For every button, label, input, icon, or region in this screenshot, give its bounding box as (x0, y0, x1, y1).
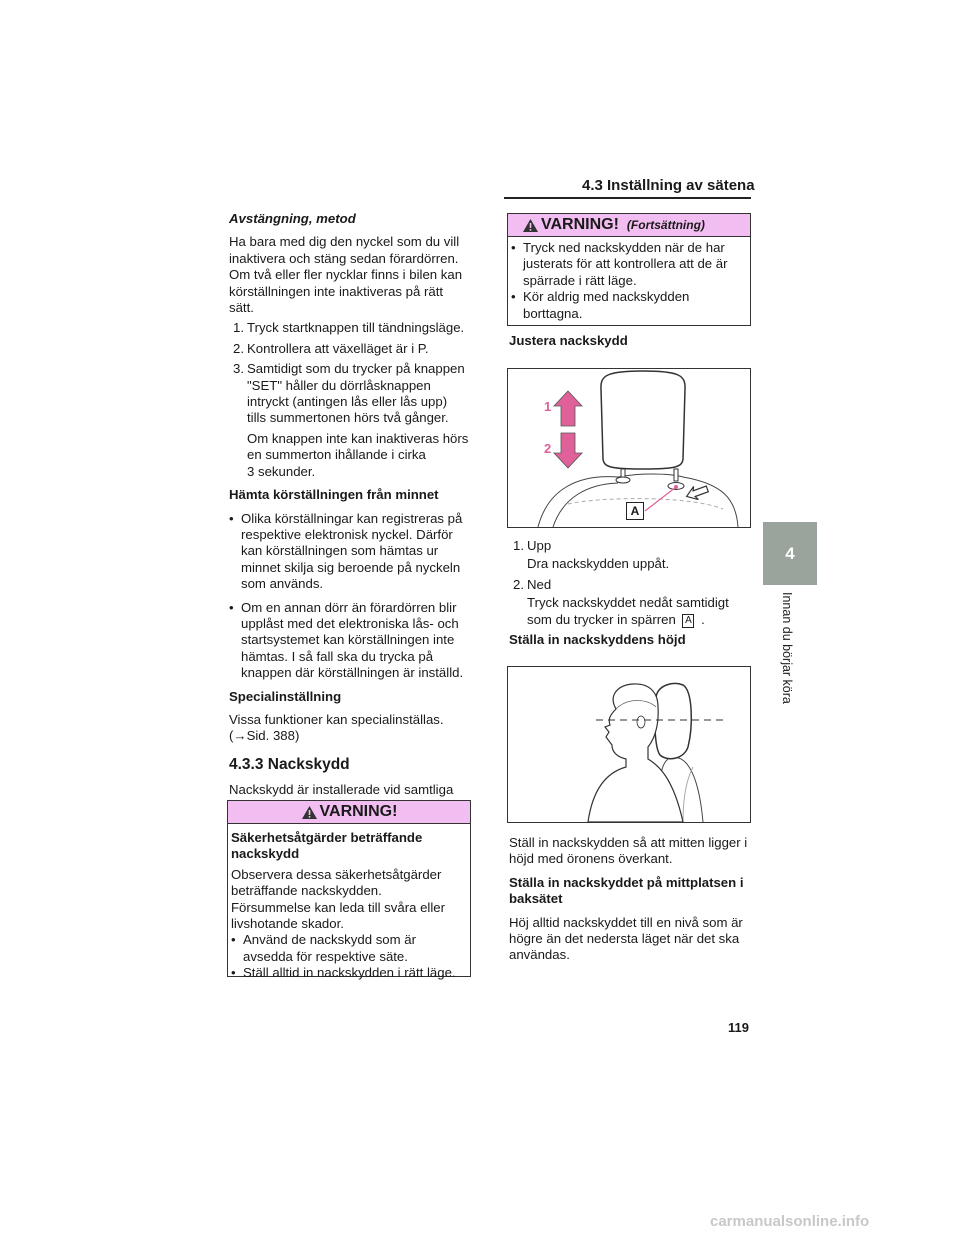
right-column-top (509, 333, 751, 349)
heading-height-block (509, 632, 751, 648)
warning-continued-label: (Fortsättning) (626, 218, 705, 232)
warning-body: Observera dessa säkerhetsåtgärder (231, 866, 442, 882)
figure-headrest-adjust (507, 368, 751, 528)
warning-box-continued (507, 213, 751, 326)
adjust-item-up: 1. Upp (513, 538, 552, 553)
header-rule (504, 197, 751, 199)
page-number: 119 (728, 1020, 749, 1035)
para-nackskydd: Nackskydd är installerade vid samtliga (229, 781, 454, 797)
headrest-height-illustration (508, 667, 750, 822)
heading-special: Specialinställning (229, 688, 342, 704)
heading-deactivation: Avstängning, metod (229, 211, 356, 226)
warning-box-headrest: VARNING! Säkerhetsåtgärder beträffande nackskydd Observera dessa säkerhetsåtgärder beträffande nackskydden. Försummelse kan leda till svåra eller livshotande skador. • Använd de nackskydd som är avsedda för respektive säte. • Ställ alltid in nackskydden i rätt läge. (227, 800, 471, 977)
heading-adjust-headrest: Justera nackskydd (509, 333, 628, 348)
watermark: carmanualsonline.info (710, 1213, 870, 1230)
section-heading-nackskydd: 4.3.3 Nackskydd (229, 755, 350, 773)
adjust-items: 1. Upp Dra nackskydden uppåt. 2. Ned Tryck nackskyddet nedåt samtidigt som du trycker in spärren A . (513, 538, 749, 628)
warning-title: VARNING! (319, 803, 398, 820)
heading-memory: Hämta körställningen från minnet (229, 487, 439, 503)
section-header-title: 4.3 Inställning av sätena (582, 177, 755, 194)
adjust-item-down-desc: Tryck nackskyddet nedåt samtidigt (527, 595, 729, 611)
figure-label-down: 2 (544, 441, 552, 456)
adjust-item-down: 2. Ned (513, 576, 552, 592)
memory-bullet-1: • Olika körställningar kan registreras på respektive elektronisk nyckel. Därför kan körställningen som hämtas ur minnet skilja sig beroende på nyckeln som används. (229, 510, 463, 592)
step-3: 3. Samtidigt som du trycker på knappen "SET" håller du dörrlåsknappen intryckt (antingen lås eller lås upp) tills summertonen hörs två gånger. Om knappen inte kan inaktiveras hörs en summerton ihållande i cirka 3 sekunder. (233, 361, 474, 480)
heading-headrest-height: Ställa in nackskyddens höjd (509, 632, 686, 647)
para-headrest-height: Ställ in nackskydden så att mitten ligger i (509, 835, 748, 850)
heading-middle-seat: Ställa in nackskyddet på mittplatsen i (509, 874, 744, 890)
page-reference-link[interactable]: (→Sid. 388) (229, 728, 300, 744)
para-middle-seat: Höj alltid nackskyddet till en nivå som är (509, 914, 743, 930)
warning-bullet-2: • Ställ alltid in nackskydden i rätt läge. (231, 965, 456, 981)
adjust-item-up-desc: Dra nackskydden uppåt. (527, 556, 670, 572)
figure-label-up: 1 (544, 399, 552, 414)
chapter-tab[interactable] (763, 522, 817, 585)
figure-headrest-height (507, 666, 751, 823)
memory-bullet-2: • Om en annan dörr än förardörren blir upplåst med det elektroniska lås- och startsystemet kan körställningen inte hämtas. I så fall ska du trycka på knappen där körställningen är inställd. (229, 599, 464, 681)
para-special: Vissa funktioner kan specialinställas. (229, 711, 444, 727)
figure-label-lock: A (626, 502, 644, 520)
warning-cont-bullet-2: • Kör aldrig med nackskydden borttagna. (511, 289, 690, 321)
step-3-note: Om knappen inte kan inaktiveras hörs (247, 430, 469, 446)
chapter-number: 4 (785, 543, 795, 563)
chapter-title-vertical: Innan du börjar köra (780, 592, 794, 704)
step-1: 1. Tryck startknappen till tändningsläge. (233, 320, 465, 336)
warning-header-continued (508, 214, 750, 237)
lock-reference-a: A (682, 614, 694, 628)
warning-subheading: Säkerhetsåtgärder beträffande (231, 830, 423, 845)
warning-triangle-icon (522, 218, 539, 233)
para-deactivation: Ha bara med dig den nyckel som du vill inaktivera och stäng sedan förardörren. Om två eller fler nycklar finns i bilen kan körställningen inte inaktiveras på rätt sätt. (229, 234, 463, 316)
right-column-bottom: Ställ in nackskydden så att mitten ligger i höjd med öronens överkant. Ställa in nackskyddet på mittplatsen i baksätet Höj alltid nackskyddet till en nivå som är högre än det nedersta läget när det ska användas. (509, 835, 751, 964)
warning-header (228, 801, 470, 824)
warning-title: VARNING! (541, 216, 619, 233)
warning-bullet-1: • Använd de nackskydd som är avsedda för respektive säte. (231, 932, 416, 964)
warning-triangle-icon (301, 805, 318, 820)
warning-cont-bullet-1: • Tryck ned nackskydden när de har justerats för att kontrollera att de är spärrade i rätt läge. (511, 240, 728, 288)
step-2: 2. Kontrollera att växelläget är i P. (233, 340, 429, 356)
left-column (229, 211, 474, 815)
